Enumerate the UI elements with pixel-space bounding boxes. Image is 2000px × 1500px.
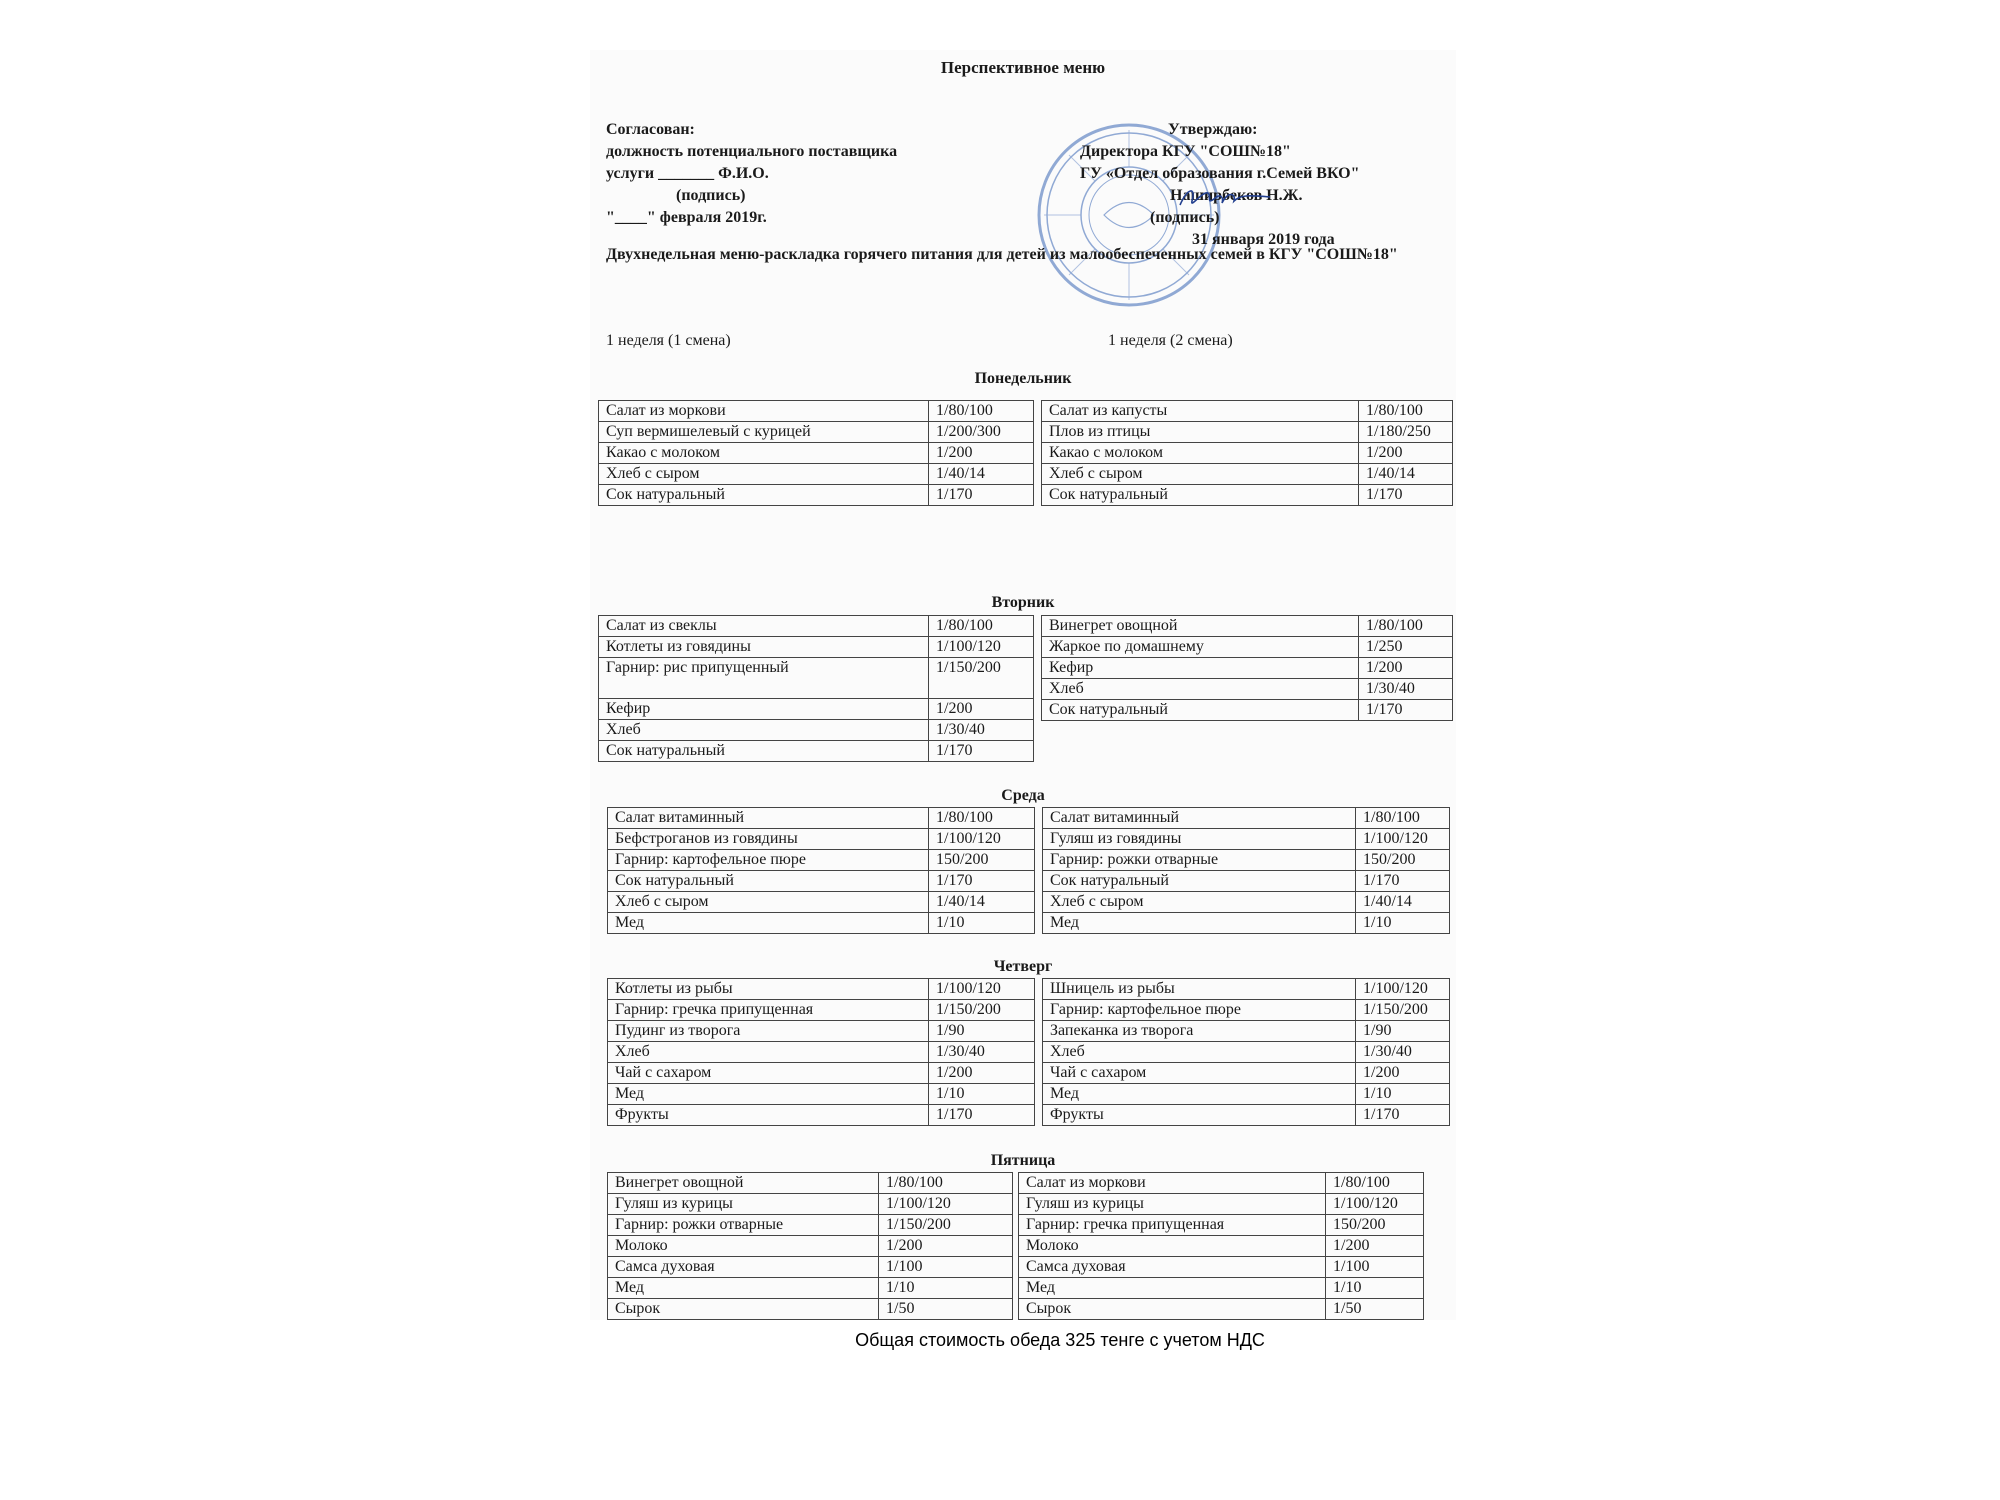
portion-weight: 1/100/120 — [929, 979, 1035, 1000]
portion-weight: 1/80/100 — [929, 616, 1034, 637]
portion-weight: 1/170 — [929, 741, 1034, 762]
dish-name: Хлеб с сыром — [599, 464, 929, 485]
menu-row — [599, 699, 1034, 720]
menu-table-right — [1018, 1172, 1424, 1320]
portion-weight: 1/200 — [1356, 1063, 1450, 1084]
dish-name: Сырок — [1019, 1299, 1326, 1320]
dish-name: Кефир — [599, 699, 929, 720]
portion-weight: 1/200/300 — [929, 422, 1034, 443]
portion-weight: 1/100/120 — [1356, 979, 1450, 1000]
portion-weight: 1/170 — [1356, 871, 1450, 892]
portion-weight: 1/50 — [879, 1299, 1013, 1320]
portion-weight: 1/200 — [929, 443, 1034, 464]
dish-name: Винегрет овощной — [1042, 616, 1359, 637]
portion-weight: 1/250 — [1359, 637, 1453, 658]
menu-row — [608, 1257, 1013, 1278]
menu-row — [599, 422, 1034, 443]
menu-row — [1043, 1042, 1450, 1063]
menu-row — [1019, 1257, 1424, 1278]
dish-name: Сок натуральный — [1042, 485, 1359, 506]
menu-row — [599, 464, 1034, 485]
dish-name: Хлеб — [608, 1042, 929, 1063]
approval-right-block — [1080, 119, 1360, 251]
shift-label-left: 1 неделя (1 смена) — [606, 332, 731, 349]
dish-name: Какао с молоком — [599, 443, 929, 464]
portion-weight: 1/170 — [929, 485, 1034, 506]
menu-row — [608, 871, 1035, 892]
dish-name: Какао с молоком — [1042, 443, 1359, 464]
portion-weight: 1/80/100 — [1326, 1173, 1424, 1194]
portion-weight: 1/30/40 — [1356, 1042, 1450, 1063]
menu-row — [1042, 401, 1453, 422]
portion-weight: 1/80/100 — [1356, 808, 1450, 829]
day-title: Пятница — [990, 1152, 1056, 1169]
approval-right-name: Наширбеков Н.Ж. — [1170, 187, 1303, 204]
approval-left-line3: услуги _______ Ф.И.О. — [606, 165, 769, 182]
menu-row — [599, 637, 1034, 658]
dish-name: Салат из свеклы — [599, 616, 929, 637]
menu-row — [1043, 850, 1450, 871]
portion-weight: 1/10 — [1356, 913, 1450, 934]
menu-row — [599, 741, 1034, 762]
document-title: Перспективное меню — [940, 58, 1106, 77]
menu-row — [608, 829, 1035, 850]
dish-name: Чай с сахаром — [1043, 1063, 1356, 1084]
dish-name: Гарнир: рис припущенный — [599, 658, 929, 699]
menu-row — [1043, 979, 1450, 1000]
dish-name: Гарнир: картофельное пюре — [608, 850, 929, 871]
portion-weight: 1/200 — [929, 1063, 1035, 1084]
handwritten-signature — [1178, 183, 1273, 211]
portion-weight: 1/200 — [1359, 443, 1453, 464]
dish-name: Котлеты из говядины — [599, 637, 929, 658]
dish-name: Винегрет овощной — [608, 1173, 879, 1194]
dish-name: Гарнир: гречка припущенная — [1019, 1215, 1326, 1236]
dish-name: Плов из птицы — [1042, 422, 1359, 443]
dish-name: Сок натуральный — [599, 741, 929, 762]
menu-row — [608, 979, 1035, 1000]
dish-name: Хлеб — [1042, 679, 1359, 700]
menu-row — [1042, 616, 1453, 637]
portion-weight: 1/10 — [879, 1278, 1013, 1299]
dish-name: Мед — [1019, 1278, 1326, 1299]
portion-weight: 1/40/14 — [1356, 892, 1450, 913]
portion-weight: 1/40/14 — [1359, 464, 1453, 485]
portion-weight: 1/200 — [929, 699, 1034, 720]
dish-name: Молоко — [1019, 1236, 1326, 1257]
dish-name: Жаркое по домашнему — [1042, 637, 1359, 658]
dish-name: Гарнир: гречка припущенная — [608, 1000, 929, 1021]
dish-name: Мед — [1043, 1084, 1356, 1105]
menu-row — [1042, 700, 1453, 721]
menu-table-left — [607, 807, 1035, 934]
menu-table-left — [607, 978, 1035, 1126]
dish-name: Сок натуральный — [1042, 700, 1359, 721]
menu-row — [608, 1105, 1035, 1126]
approval-right-line3: ГУ «Отдел образования г.Семей ВКО" — [1080, 165, 1360, 182]
portion-weight: 1/150/200 — [1356, 1000, 1450, 1021]
dish-name: Мед — [608, 1084, 929, 1105]
menu-row — [1042, 464, 1453, 485]
menu-row — [608, 913, 1035, 934]
menu-row — [608, 892, 1035, 913]
total-cost-note: Общая стоимость обеда 325 тенге с учетом НДС — [855, 1330, 1265, 1350]
menu-row — [608, 1173, 1013, 1194]
portion-weight: 1/150/200 — [929, 1000, 1035, 1021]
menu-row — [608, 1236, 1013, 1257]
menu-row — [1042, 443, 1453, 464]
menu-row — [608, 1000, 1035, 1021]
portion-weight: 1/80/100 — [1359, 616, 1453, 637]
menu-table-right — [1042, 807, 1450, 934]
dish-name: Гарнир: рожки отварные — [1043, 850, 1356, 871]
approval-left-line2: должность потенциального поставщика — [606, 143, 898, 160]
portion-weight: 1/10 — [1326, 1278, 1424, 1299]
dish-name: Мед — [608, 913, 929, 934]
menu-row — [599, 658, 1034, 699]
portion-weight: 1/200 — [1359, 658, 1453, 679]
portion-weight: 150/200 — [1356, 850, 1450, 871]
menu-row — [1042, 658, 1453, 679]
dish-name: Пудинг из творога — [608, 1021, 929, 1042]
menu-row — [1043, 1021, 1450, 1042]
menu-row — [1019, 1215, 1424, 1236]
menu-row — [608, 1194, 1013, 1215]
menu-row — [608, 1299, 1013, 1320]
portion-weight: 1/40/14 — [929, 464, 1034, 485]
menu-row — [599, 720, 1034, 741]
day-title: Среда — [1001, 787, 1045, 804]
portion-weight: 150/200 — [929, 850, 1035, 871]
menu-row — [599, 401, 1034, 422]
menu-row — [1043, 1105, 1450, 1126]
portion-weight: 1/170 — [929, 871, 1035, 892]
menu-row — [1043, 913, 1450, 934]
portion-weight: 1/50 — [1326, 1299, 1424, 1320]
portion-weight: 1/150/200 — [929, 658, 1034, 699]
dish-name: Сырок — [608, 1299, 879, 1320]
dish-name: Молоко — [608, 1236, 879, 1257]
menu-row — [608, 1042, 1035, 1063]
menu-row — [1019, 1299, 1424, 1320]
menu-row — [1043, 808, 1450, 829]
portion-weight: 1/100/120 — [1356, 829, 1450, 850]
dish-name: Мед — [608, 1278, 879, 1299]
menu-row — [608, 1278, 1013, 1299]
menu-row — [1043, 1000, 1450, 1021]
menu-row — [1042, 637, 1453, 658]
portion-weight: 1/100/120 — [929, 829, 1035, 850]
portion-weight: 1/100 — [879, 1257, 1013, 1278]
menu-row — [608, 1021, 1035, 1042]
day-title: Четверг — [993, 958, 1053, 975]
approval-right-date: 31 января 2019 года — [1192, 231, 1335, 248]
menu-row — [1042, 422, 1453, 443]
dish-name: Кефир — [1042, 658, 1359, 679]
dish-name: Суп вермишелевый с курицей — [599, 422, 929, 443]
menu-row — [1043, 829, 1450, 850]
dish-name: Шницель из рыбы — [1043, 979, 1356, 1000]
menu-row — [599, 443, 1034, 464]
dish-name: Бефстроганов из говядины — [608, 829, 929, 850]
dish-name: Фрукты — [608, 1105, 929, 1126]
day-title: Вторник — [991, 594, 1055, 611]
dish-name: Самса духовая — [1019, 1257, 1326, 1278]
menu-table-right — [1041, 615, 1453, 721]
dish-name: Салат из моркови — [1019, 1173, 1326, 1194]
portion-weight: 1/170 — [929, 1105, 1035, 1126]
dish-name: Запеканка из творога — [1043, 1021, 1356, 1042]
portion-weight: 1/100/120 — [879, 1194, 1013, 1215]
menu-row — [1043, 1063, 1450, 1084]
dish-name: Сок натуральный — [599, 485, 929, 506]
dish-name: Салат из моркови — [599, 401, 929, 422]
menu-table-left — [607, 1172, 1013, 1320]
approval-left-block — [606, 119, 897, 229]
portion-weight: 1/80/100 — [1359, 401, 1453, 422]
approval-right-signature-label: (подпись) — [1150, 209, 1220, 226]
dish-name: Салат витаминный — [1043, 808, 1356, 829]
portion-weight: 150/200 — [1326, 1215, 1424, 1236]
shift-label-right: 1 неделя (2 смена) — [1108, 332, 1233, 349]
menu-table-right — [1041, 400, 1453, 506]
approval-left-signature-label: (подпись) — [676, 187, 746, 204]
menu-row — [1019, 1278, 1424, 1299]
dish-name: Мед — [1043, 913, 1356, 934]
portion-weight: 1/90 — [929, 1021, 1035, 1042]
portion-weight: 1/80/100 — [879, 1173, 1013, 1194]
portion-weight: 1/180/250 — [1359, 422, 1453, 443]
dish-name: Хлеб с сыром — [1043, 892, 1356, 913]
dish-name: Гарнир: рожки отварные — [608, 1215, 879, 1236]
menu-row — [599, 485, 1034, 506]
portion-weight: 1/10 — [929, 913, 1035, 934]
menu-row — [608, 1063, 1035, 1084]
dish-name: Хлеб — [599, 720, 929, 741]
menu-row — [1043, 871, 1450, 892]
portion-weight: 1/100/120 — [1326, 1194, 1424, 1215]
day-title: Понедельник — [974, 370, 1072, 387]
document-heading: Двухнедельная меню-раскладка горячего питания для детей из малообеспеченных семей в КГУ "СОШ№18" — [606, 246, 1398, 263]
dish-name: Хлеб — [1043, 1042, 1356, 1063]
dish-name: Фрукты — [1043, 1105, 1356, 1126]
dish-name: Гуляш из курицы — [608, 1194, 879, 1215]
portion-weight: 1/30/40 — [1359, 679, 1453, 700]
portion-weight: 1/80/100 — [929, 401, 1034, 422]
dish-name: Гуляш из говядины — [1043, 829, 1356, 850]
menu-row — [1019, 1236, 1424, 1257]
menu-row — [608, 1215, 1013, 1236]
portion-weight: 1/150/200 — [879, 1215, 1013, 1236]
approval-right-line1: Утверждаю: — [1168, 121, 1258, 138]
menu-row — [1042, 485, 1453, 506]
portion-weight: 1/30/40 — [929, 720, 1034, 741]
dish-name: Чай с сахаром — [608, 1063, 929, 1084]
portion-weight: 1/170 — [1359, 700, 1453, 721]
dish-name: Сок натуральный — [1043, 871, 1356, 892]
portion-weight: 1/90 — [1356, 1021, 1450, 1042]
portion-weight: 1/10 — [929, 1084, 1035, 1105]
menu-row — [1019, 1173, 1424, 1194]
menu-row — [1043, 1084, 1450, 1105]
dish-name: Салат витаминный — [608, 808, 929, 829]
menu-row — [1019, 1194, 1424, 1215]
portion-weight: 1/200 — [879, 1236, 1013, 1257]
dish-name: Котлеты из рыбы — [608, 979, 929, 1000]
dish-name: Салат из капусты — [1042, 401, 1359, 422]
portion-weight: 1/30/40 — [929, 1042, 1035, 1063]
dish-name: Хлеб с сыром — [1042, 464, 1359, 485]
dish-name: Самса духовая — [608, 1257, 879, 1278]
menu-row — [1042, 679, 1453, 700]
portion-weight: 1/200 — [1326, 1236, 1424, 1257]
menu-table-right — [1042, 978, 1450, 1126]
approval-right-line2: Директора КГУ "СОШ№18" — [1080, 143, 1291, 160]
portion-weight: 1/40/14 — [929, 892, 1035, 913]
portion-weight: 1/10 — [1356, 1084, 1450, 1105]
portion-weight: 1/170 — [1359, 485, 1453, 506]
menu-row — [599, 616, 1034, 637]
dish-name: Гарнир: картофельное пюре — [1043, 1000, 1356, 1021]
dish-name: Хлеб с сыром — [608, 892, 929, 913]
menu-row — [608, 808, 1035, 829]
menu-table-left — [598, 615, 1034, 762]
menu-table-left — [598, 400, 1034, 506]
menu-row — [608, 850, 1035, 871]
dish-name: Сок натуральный — [608, 871, 929, 892]
approval-left-line1: Согласован: — [606, 121, 695, 138]
portion-weight: 1/170 — [1356, 1105, 1450, 1126]
menu-row — [1043, 892, 1450, 913]
scanned-document — [590, 50, 1456, 1320]
portion-weight: 1/100 — [1326, 1257, 1424, 1278]
portion-weight: 1/80/100 — [929, 808, 1035, 829]
menu-row — [608, 1084, 1035, 1105]
portion-weight: 1/100/120 — [929, 637, 1034, 658]
approval-left-date: "____" февраля 2019г. — [606, 209, 767, 226]
dish-name: Гуляш из курицы — [1019, 1194, 1326, 1215]
